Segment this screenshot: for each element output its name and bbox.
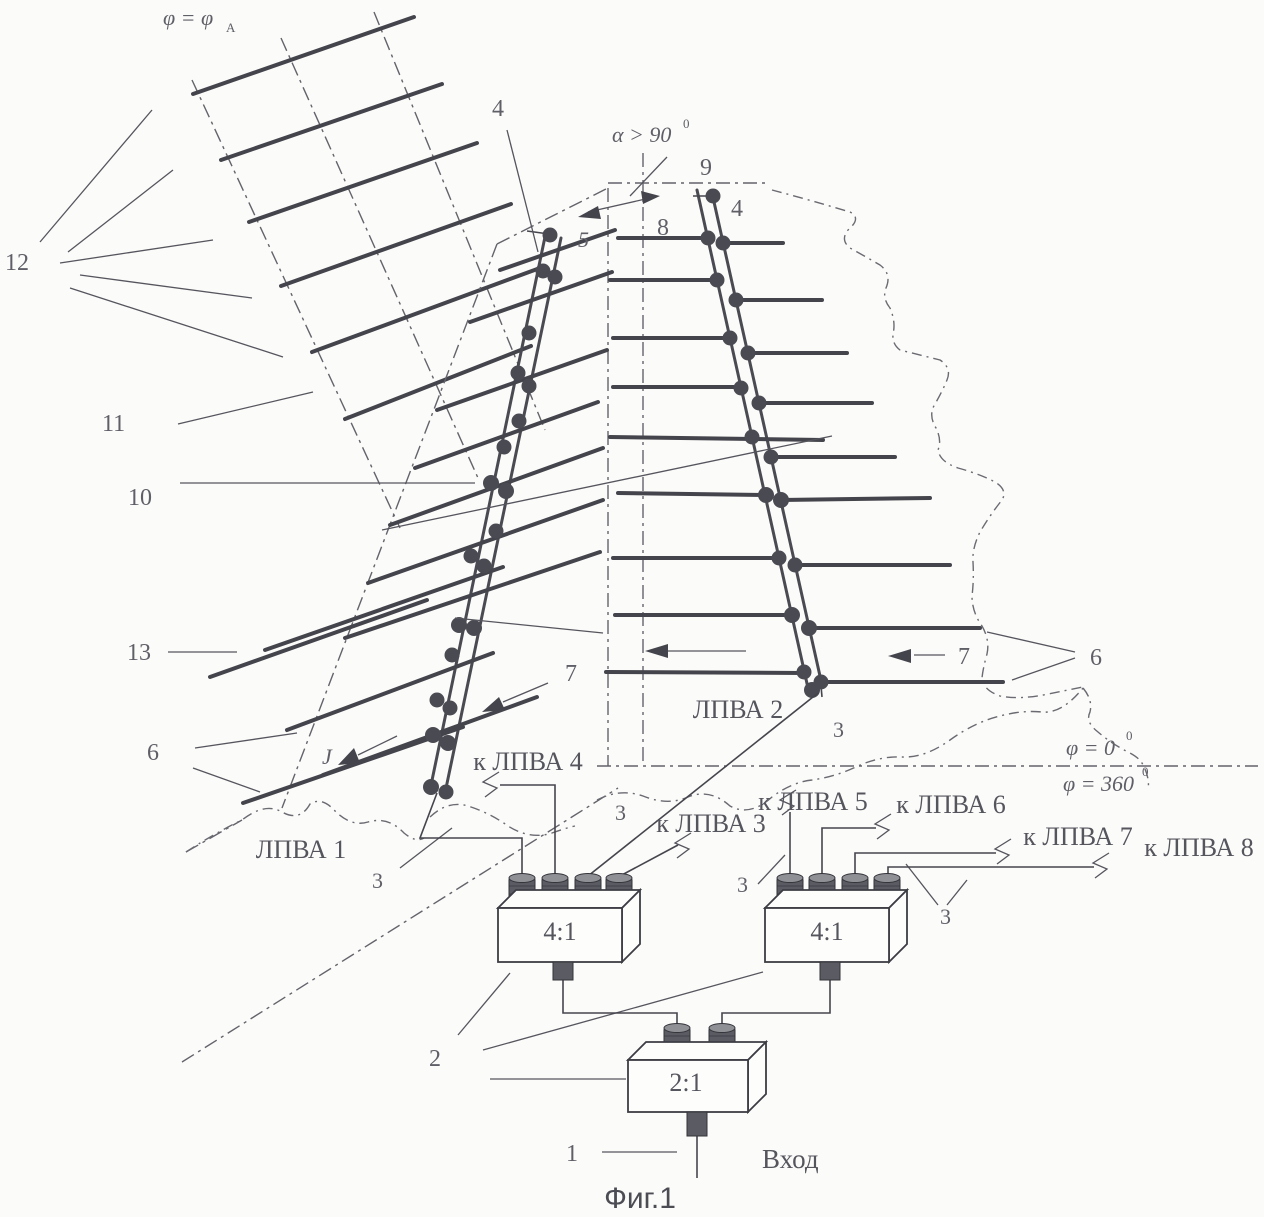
lower-wavy-boundary-left <box>186 801 575 852</box>
ref-3-feedline: 3 <box>615 800 626 825</box>
ref-7-right: 7 <box>958 644 970 670</box>
combiner-2to1-label: 2:1 <box>669 1068 703 1097</box>
cable-to-lpva5-label: к ЛПВА 5 <box>758 787 868 816</box>
cable-to-lpva3-label: к ЛПВА 3 <box>656 809 766 838</box>
ref-4-right: 4 <box>731 196 743 222</box>
phi-360-superscript: 0 <box>1142 764 1149 779</box>
combiner-4to1-right <box>765 874 907 981</box>
feed-direction-arrows <box>338 644 945 765</box>
leader-lines <box>40 110 1075 1152</box>
current-direction-label: J <box>322 744 332 769</box>
lpva2-label: ЛПВА 2 <box>692 695 784 724</box>
alpha-angle-label: α > 90 <box>612 122 672 147</box>
phi-zero-superscript: 0 <box>1126 728 1133 743</box>
cable-to-lpva6-label: к ЛПВА 6 <box>896 790 1006 819</box>
combiner-4to1-right-label: 4:1 <box>810 917 844 946</box>
text-labels <box>5 5 1254 1215</box>
phi-zero-label: φ = 0 <box>1066 735 1116 760</box>
phi-360-label: φ = 360 <box>1063 771 1135 796</box>
lpva2-feed-dots <box>701 189 829 699</box>
cable-to-lpva7-label: к ЛПВА 7 <box>1023 822 1133 851</box>
lpva1-label: ЛПВА 1 <box>255 835 347 864</box>
ring-antenna-ladder <box>192 12 545 528</box>
cable-to-lpva8-label: к ЛПВА 8 <box>1144 833 1254 862</box>
ref-8: 8 <box>657 215 669 241</box>
ref-6-left: 6 <box>147 740 159 766</box>
ref-11: 11 <box>102 411 126 437</box>
alpha-angle-indicator <box>578 157 667 219</box>
ref-9: 9 <box>700 155 712 181</box>
ref-12: 12 <box>5 250 29 276</box>
ref-4-left: 4 <box>492 96 504 122</box>
phi-a-label: φ = φ <box>163 5 214 30</box>
phi-a-subscript: A <box>226 20 236 35</box>
ref-1: 1 <box>566 1141 578 1167</box>
lpva2-antenna <box>606 189 1003 699</box>
ref-3-lpva2: 3 <box>833 717 844 742</box>
ref-10: 10 <box>128 485 152 511</box>
ref-5: 5 <box>578 227 589 252</box>
ref-3-box2-left: 3 <box>737 872 748 897</box>
combiner-4to1-left-label: 4:1 <box>543 917 577 946</box>
combiner-4to1-left <box>498 874 640 981</box>
ref-13: 13 <box>127 640 151 666</box>
input-label: Вход <box>762 1144 819 1174</box>
right-wavy-boundary <box>772 190 1083 698</box>
figure-caption: Фиг.1 <box>604 1182 676 1215</box>
ref-6-right: 6 <box>1090 645 1102 671</box>
ref-7-left: 7 <box>565 661 577 687</box>
combiner-2to1 <box>628 1024 766 1137</box>
alpha-angle-superscript: 0 <box>683 116 690 131</box>
ref-2: 2 <box>429 1046 441 1072</box>
cable-to-lpva4-label: к ЛПВА 4 <box>473 747 583 776</box>
ref-3-lpva1: 3 <box>372 868 383 893</box>
ref-3-box2-right: 3 <box>940 904 951 929</box>
